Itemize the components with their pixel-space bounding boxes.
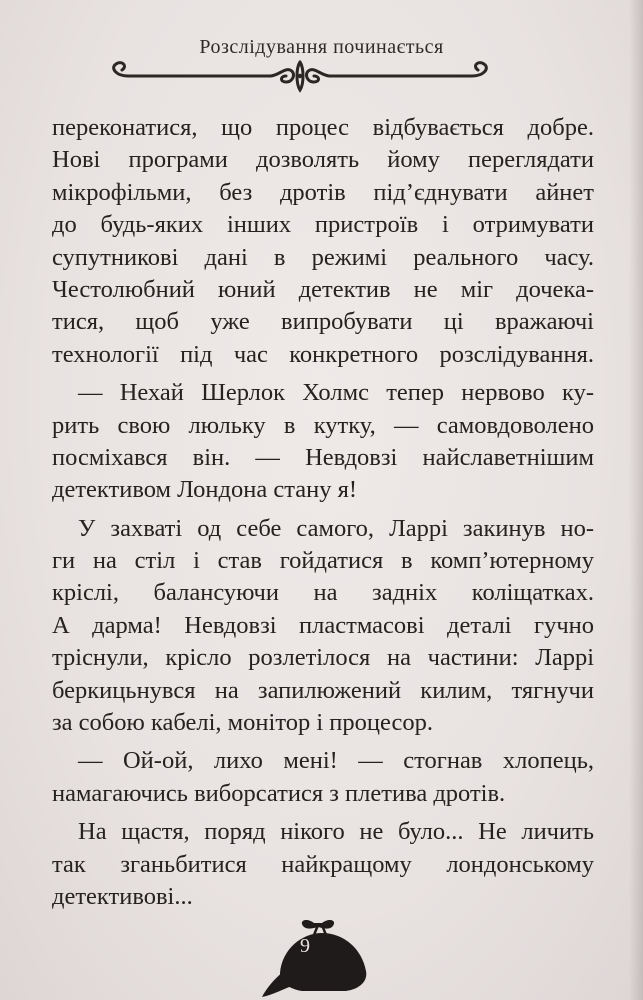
text-line: так зганьбитися найкращому лондонському [52, 850, 594, 878]
text-line: У захваті од себе самого, Ларрі закинув но- [78, 514, 594, 542]
body-text [52, 112, 594, 913]
page-number: 9 [300, 935, 310, 957]
text-line: ги на стіл і став гойдатися в комп’ютерному [52, 547, 594, 575]
text-line: На щастя, поряд нікого не було... Не личить [78, 818, 594, 846]
text-line: тріснули, крісло розлетілося на частини: Ларрі [52, 644, 594, 672]
text-line: детективові... [52, 882, 193, 910]
deerstalker-hat-icon [262, 915, 382, 1000]
text-line: тися, щоб уже випробувати ці вражаючі [52, 308, 594, 336]
text-line: супутникові дані в режимі реального часу. [52, 243, 594, 271]
running-head: Розслідування починається [199, 36, 444, 58]
text-line: до будь-яких інших пристроїв і отримувати [52, 211, 594, 239]
text-line: Честолюбний юний детектив не міг дочека- [52, 275, 594, 303]
text-line: посміхався він. — Невдовзі найславетнішим [52, 443, 594, 471]
text-line: намагаючись виборсатися з плетива дротів. [52, 779, 506, 807]
page-edge-shadow [629, 0, 643, 1000]
text-line: А дарма! Невдовзі пластмасові деталі гучно [52, 611, 594, 639]
text-line: кріслі, балансуючи на задніх коліщатках. [52, 579, 594, 607]
text-line: за собою кабелі, монітор і процесор. [52, 709, 433, 737]
text-line: — Ой-ой, лихо мені! — стогнав хлопець, [78, 747, 594, 775]
text-line: рить свою люльку в кутку, — самовдоволено [52, 411, 594, 439]
text-line: мікрофільми, без дротів під’єднувати айнет [52, 178, 594, 206]
text-line: детективом Лондона стану я! [52, 476, 357, 504]
scroll-ornament-icon [100, 56, 500, 96]
text-line: переконатися, що процес відбувається добре. [52, 114, 594, 141]
text-line: — Нехай Шерлок Холмс тепер нервово ку- [78, 379, 594, 407]
text-line: Нові програми дозволять йому переглядати [52, 146, 594, 174]
text-line: беркицьнувся на запилюжений килим, тягнучи [52, 676, 594, 704]
text-line: технології під час конкретного розслідування. [52, 340, 594, 368]
